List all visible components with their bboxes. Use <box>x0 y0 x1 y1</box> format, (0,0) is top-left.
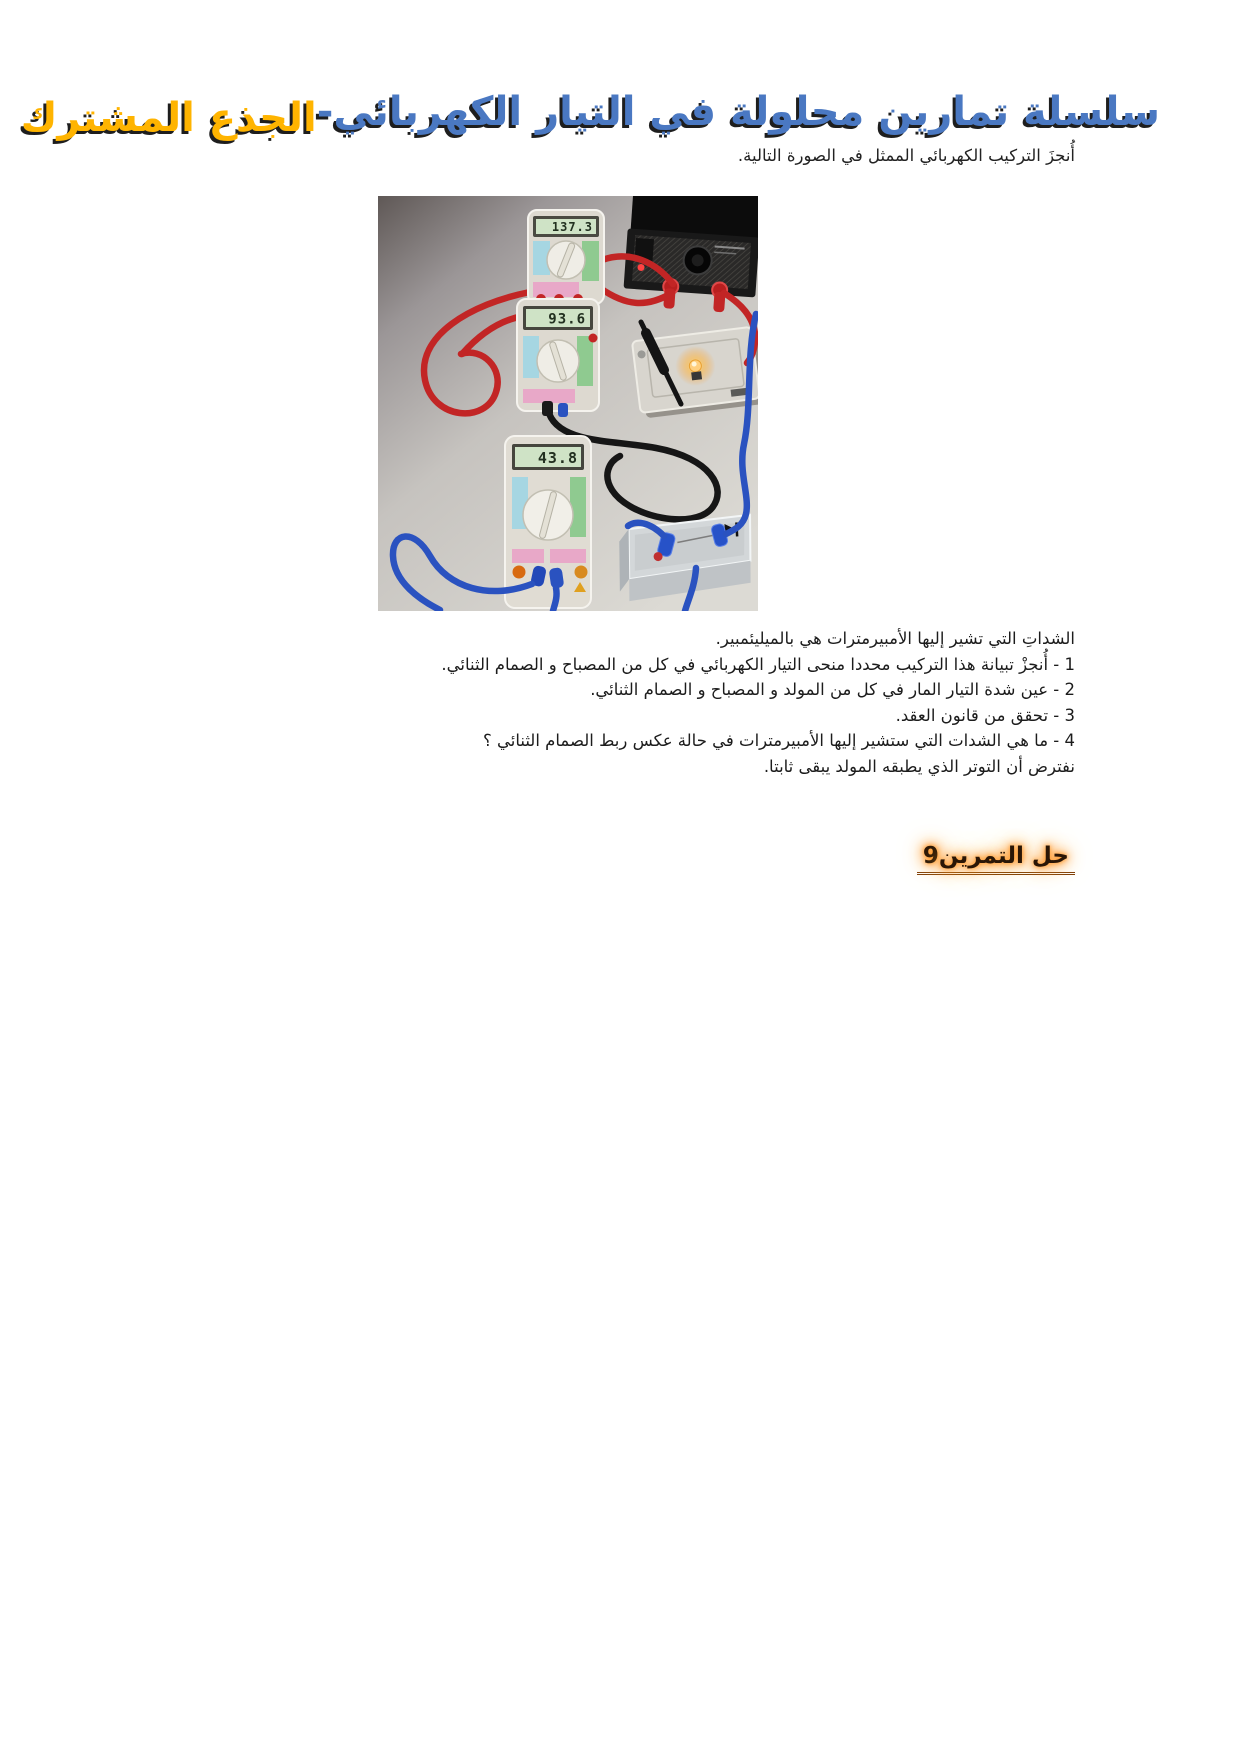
multimeter-b <box>517 299 599 417</box>
meter-c-reading: 43.8 <box>537 449 578 467</box>
exercise-question-3: 3 - تحقق من قانون العقد. <box>895 705 1075 725</box>
exercise-note: الشداتِ التي تشير إليها الأمبيرمترات هي بالميليئمبير. <box>715 629 1075 648</box>
meter-a-reading: 137.3 <box>551 220 593 234</box>
page-title-blue-part: سلسلة تمارين محلولة في التيار الكهربائي- <box>316 88 1160 135</box>
page-title <box>20 85 1160 141</box>
exercise-assumption: نفترض أن التوتر الذي يطبقه المولد يبقى ثابتا. <box>763 756 1075 776</box>
page-title-orange-part: الجذع المشترك <box>20 94 317 141</box>
exercise-text <box>215 626 1075 779</box>
intro-text: أُنجزَ التركيب الكهربائي الممثل في الصورة التالية. <box>737 146 1075 165</box>
exercise-question-1: 1 - أُنجزْ تبيانة هذا التركيب محددا منحى التيار الكهربائي في كل من المصباح و الصمام الثنائي. <box>441 654 1075 674</box>
circuit-photo <box>378 196 758 611</box>
multimeter-a <box>528 210 604 304</box>
multimeter-c <box>505 436 591 608</box>
meter-b-reading: 93.6 <box>548 311 586 328</box>
exercise-question-4: 4 - ما هي الشدات التي ستشير إليها الأمبيرمترات في حالة عكس ربط الصمام الثنائي ؟ <box>482 731 1075 750</box>
solution-link[interactable]: حل التمرين9 <box>917 843 1075 875</box>
exercise-question-2: 2 - عين شدة التيار المار في كل من المولد و المصباح و الصمام الثنائي. <box>590 680 1075 699</box>
